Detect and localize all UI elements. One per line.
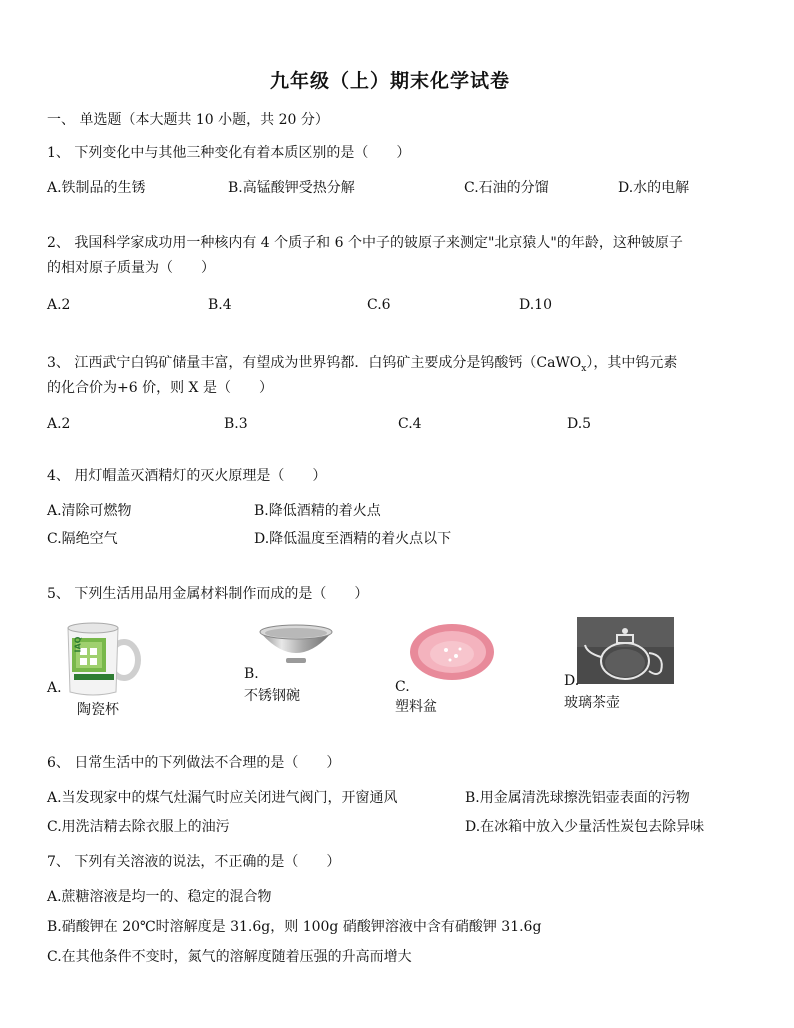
question-2-stem-line2: 的相对原子质量为（ ） (47, 260, 215, 276)
q3-option-c: C.4 (398, 416, 422, 432)
q2-option-d: D.10 (519, 297, 552, 313)
mug-logo-text: IAQ (73, 636, 83, 653)
q5-option-b-letter: B. (244, 666, 259, 682)
q7-option-a: A.蔗糖溶液是均一的、稳定的混合物 (47, 889, 272, 905)
q5-option-a-letter: A. (47, 680, 62, 696)
glass-teapot-image (577, 617, 674, 684)
q2-option-c: C.6 (367, 297, 391, 313)
q5-option-d-label: 玻璃茶壶 (564, 695, 620, 711)
q3-option-a: A.2 (47, 416, 71, 432)
question-5-stem: 5、 下列生活用品用金属材料制作而成的是（ ） (47, 586, 369, 602)
steel-bowl-image (256, 622, 336, 666)
q1-option-a: A.铁制品的生锈 (47, 180, 146, 196)
q1-option-d: D.水的电解 (618, 180, 690, 196)
q1-option-b: B.高锰酸钾受热分解 (228, 180, 355, 196)
q4-option-a: A.清除可燃物 (47, 503, 132, 519)
q6-option-a: A.当发现家中的煤气灶漏气时应关闭进气阀门，开窗通风 (47, 790, 398, 806)
q5-option-b-label: 不锈钢碗 (244, 688, 300, 704)
question-4-stem: 4、 用灯帽盖灭酒精灯的灭火原理是（ ） (47, 468, 327, 484)
q5-option-c-label: 塑料盆 (395, 699, 437, 715)
question-3-stem-line1 (47, 354, 677, 378)
page-title: 九年级（上）期末化学试卷 (270, 70, 511, 92)
question-7-stem: 7、 下列有关溶液的说法，不正确的是（ ） (47, 854, 341, 870)
section-heading: 一、 单选题（本大题共 10 小题，共 20 分） (47, 112, 329, 128)
plastic-basin-image (408, 622, 496, 682)
question-2-stem-line1: 2、 我国科学家成功用一种核内有 4 个质子和 6 个中子的铍原子来测定"北京猿人"的年龄，这种铍原子 (47, 235, 683, 251)
q3-option-b: B.3 (224, 416, 248, 432)
q5-option-a-label: 陶瓷杯 (77, 702, 119, 718)
q3-option-d: D.5 (567, 416, 592, 432)
question-3-stem-line2: 的化合价为+6 价，则 X 是（ ） (47, 380, 273, 396)
question-6-stem: 6、 日常生活中的下列做法不合理的是（ ） (47, 755, 341, 771)
q6-option-d: D.在冰箱中放入少量活性炭包去除异味 (465, 819, 705, 835)
q6-option-b: B.用金属清洗球擦洗铝壶表面的污物 (465, 790, 690, 806)
q4-option-c: C.隔绝空气 (47, 531, 118, 547)
ceramic-mug-image (62, 618, 142, 698)
q3-subscript: x (581, 363, 587, 374)
q1-option-c: C.石油的分馏 (464, 180, 549, 196)
q3-stem-part2: ），其中钨元素 (586, 355, 678, 371)
q5-option-c-letter: C. (395, 679, 410, 695)
q4-option-d: D.降低温度至酒精的着火点以下 (254, 531, 452, 547)
question-1-stem: 1、 下列变化中与其他三种变化有着本质区别的是（ ） (47, 145, 411, 161)
q4-option-b: B.降低酒精的着火点 (254, 503, 381, 519)
q7-option-c: C.在其他条件不变时，氮气的溶解度随着压强的升高而增大 (47, 949, 412, 965)
q2-option-b: B.4 (208, 297, 232, 313)
q5-option-d-letter: D. (564, 673, 580, 689)
q3-stem-part1: 3、 江西武宁白钨矿储量丰富，有望成为世界钨都．白钨矿主要成分是钨酸钙（CaWO (47, 355, 582, 371)
q6-option-c: C.用洗洁精去除衣服上的油污 (47, 819, 230, 835)
q2-option-a: A.2 (47, 297, 71, 313)
q7-option-b: B.硝酸钾在 20℃时溶解度是 31.6g，则 100g 硝酸钾溶液中含有硝酸钾 31.6g (47, 919, 542, 935)
